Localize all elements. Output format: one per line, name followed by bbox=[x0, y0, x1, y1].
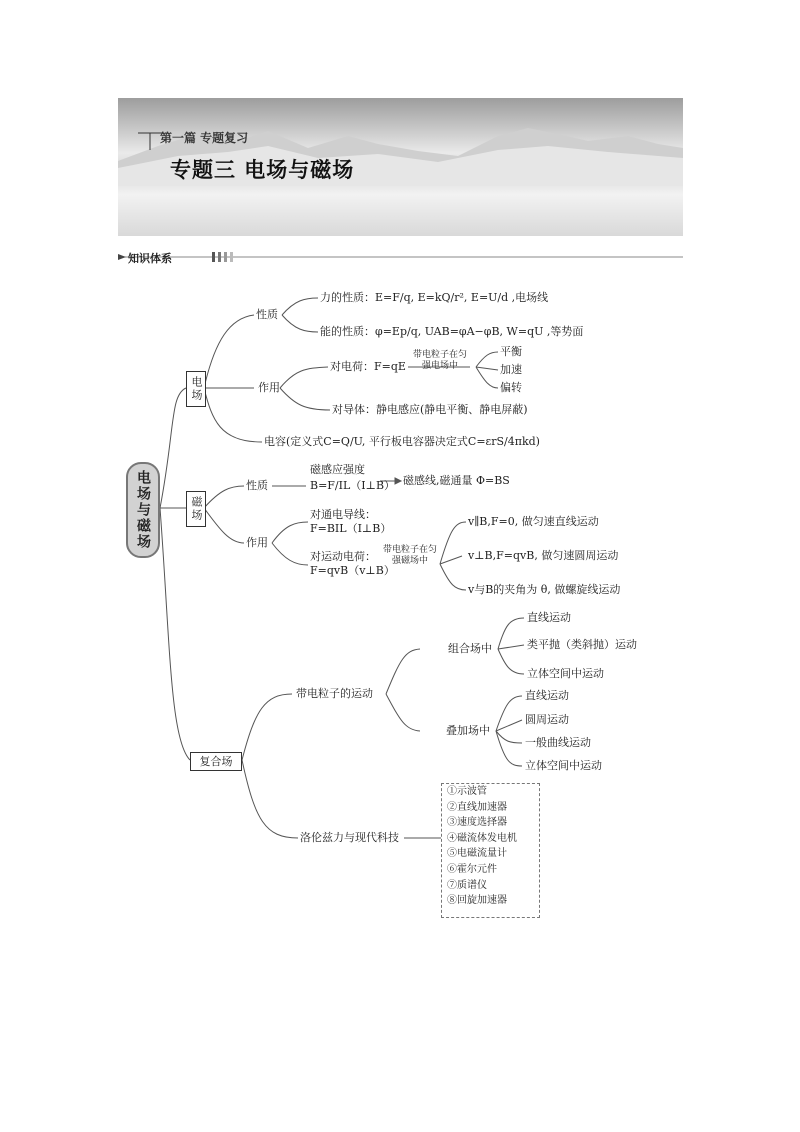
outcome-balance: 平衡 bbox=[500, 345, 522, 358]
electric-effect: 作用 bbox=[258, 381, 280, 394]
tech-item: ⑥霍尔元件 bbox=[447, 863, 497, 875]
on-charge: 对电荷：F=qE bbox=[330, 360, 406, 373]
header-title: 专题三 电场与磁场 bbox=[170, 158, 355, 182]
lorentz-tech: 洛伦兹力与现代科技 bbox=[300, 831, 399, 844]
tech-item: ③速度选择器 bbox=[447, 817, 507, 829]
tech-item: ⑦质谱仪 bbox=[447, 879, 487, 891]
charged-particle-motion: 带电粒子的运动 bbox=[296, 687, 373, 700]
tech-list bbox=[441, 783, 540, 918]
electric-field-node: 电场 bbox=[186, 371, 206, 407]
tech-item: ②直线加速器 bbox=[447, 801, 507, 813]
superposed-item-1: 直线运动 bbox=[525, 689, 569, 702]
tech-item: ④磁流体发电机 bbox=[447, 832, 517, 844]
combined-item-2: 类平抛（类斜抛）运动 bbox=[527, 638, 637, 651]
capacitance: 电容(定义式C=Q/U, 平行板电容器决定式C=εrS/4πkd) bbox=[264, 435, 540, 448]
electric-property: 性质 bbox=[256, 308, 278, 321]
combined-item-3: 立体空间中运动 bbox=[527, 667, 604, 680]
b-outcome-angle: v与B的夹角为 θ, 做螺旋线运动 bbox=[468, 583, 621, 596]
combined-item-1: 直线运动 bbox=[527, 611, 571, 624]
superposed-field: 叠加场中 bbox=[446, 724, 490, 737]
outcome-accelerate: 加速 bbox=[500, 363, 522, 376]
energy-property: 能的性质：φ=Ep/q, UAB=φA−φB, W=qU ,等势面 bbox=[320, 325, 584, 338]
root-node: 电场与磁场 bbox=[126, 462, 160, 558]
on-moving-charge-line1: 对运动电荷： bbox=[310, 550, 376, 563]
superposed-item-3: 一般曲线运动 bbox=[525, 736, 591, 749]
superposed-item-4: 立体空间中运动 bbox=[525, 759, 602, 772]
superposed-item-2: 圆周运动 bbox=[525, 713, 569, 726]
on-moving-charge-line2: F=qvB（v⊥B） bbox=[310, 564, 395, 577]
outcome-deflect: 偏转 bbox=[500, 381, 522, 394]
magnetic-field-node: 磁场 bbox=[186, 491, 206, 527]
header-subtitle: 第一篇 专题复习 bbox=[160, 131, 249, 145]
charged-uniform-e: 带电粒子在匀强电场中 bbox=[412, 350, 467, 371]
tech-item: ⑤电磁流量计 bbox=[447, 848, 507, 860]
b-definition-title: 磁感应强度 bbox=[310, 463, 365, 476]
combined-field: 组合场中 bbox=[448, 642, 492, 655]
force-property: 力的性质：E=F/q, E=kQ/r², E=U/d ,电场线 bbox=[320, 291, 549, 304]
on-conductor: 对导体：静电感应(静电平衡、静电屏蔽) bbox=[332, 403, 528, 416]
b-result: 磁感线,磁通量 Φ=BS bbox=[403, 474, 510, 487]
b-outcome-parallel: v∥B,F=0, 做匀速直线运动 bbox=[468, 515, 599, 528]
tech-item: ①示波管 bbox=[447, 786, 487, 797]
on-current-line1: 对通电导线： bbox=[310, 508, 376, 521]
b-definition-formula: B=F/IL（I⊥B） bbox=[310, 479, 396, 492]
magnetic-effect: 作用 bbox=[246, 536, 268, 549]
charged-uniform-b: 带电粒子在匀强磁场中 bbox=[382, 545, 437, 566]
section-title: 知识体系 bbox=[128, 252, 172, 265]
on-current-line2: F=BIL（I⊥B） bbox=[310, 522, 392, 535]
compound-field-node: 复合场 bbox=[190, 752, 242, 771]
magnetic-property: 性质 bbox=[246, 479, 268, 492]
tech-item: ⑧回旋加速器 bbox=[447, 895, 507, 907]
b-outcome-perpendicular: v⊥B,F=qvB, 做匀速圆周运动 bbox=[468, 549, 619, 562]
